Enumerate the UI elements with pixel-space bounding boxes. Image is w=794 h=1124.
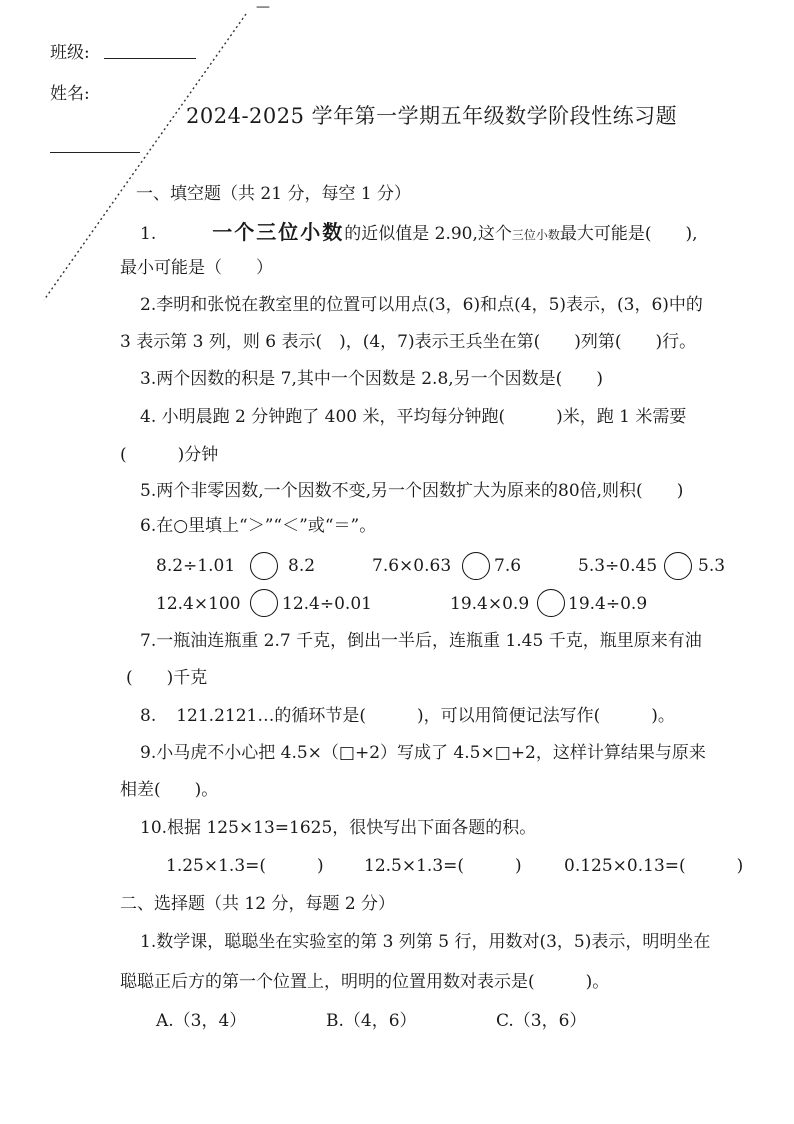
q6-item2-right: 7.6 bbox=[494, 556, 522, 576]
q10-item3: 0.125×0.13=( ) bbox=[564, 856, 744, 876]
q3-text: 3.两个因数的积是 7,其中一个因数是 2.8,另一个因数是( ) bbox=[140, 369, 603, 389]
s2-q1-line1: 1.数学课，聪聪坐在实验室的第 3 列第 5 行，用数对(3，5)表示，明明坐在 bbox=[140, 932, 711, 952]
section1-heading: 一、填空题（共 21 分，每空 1 分） bbox=[136, 184, 412, 204]
q6-item4-right: 12.4÷0.01 bbox=[282, 594, 372, 614]
q1-number: 1. bbox=[140, 224, 157, 244]
class-label: 班级: bbox=[50, 43, 90, 63]
s2-q1-option-a[interactable]: A.（3，4） bbox=[156, 1011, 247, 1031]
q1-line1 bbox=[140, 222, 698, 243]
q1-small-text: 三位小数 bbox=[511, 228, 560, 242]
q1-mid-text: 的近似值是 2.90,这个 bbox=[344, 224, 512, 244]
q6-item1-left: 8.2÷1.01 bbox=[156, 556, 236, 576]
page-title: 2024-2025 学年第一学期五年级数学阶段性练习题 bbox=[186, 104, 678, 128]
top-mark: — bbox=[256, 0, 270, 15]
q1-bold-text: 一个三位小数 bbox=[212, 220, 345, 244]
q6-item1-right: 8.2 bbox=[288, 556, 316, 576]
q6-item3-circle[interactable] bbox=[664, 552, 692, 580]
q10-stem: 10.根据 125×13=1625，很快写出下面各题的积。 bbox=[140, 818, 537, 838]
s2-q1-option-b[interactable]: B.（4，6） bbox=[326, 1011, 417, 1031]
q2-line2: 3 表示第 3 列，则 6 表示( )，(4，7)表示王兵坐在第( )列第( )行。 bbox=[120, 332, 697, 352]
q6-item5-right: 19.4÷0.9 bbox=[568, 594, 648, 614]
q2-line1: 2.李明和张悦在教室里的位置可以用点(3，6)和点(4，5)表示，(3，6)中的 bbox=[140, 295, 703, 315]
name-field[interactable] bbox=[50, 152, 140, 153]
q6-item2-left: 7.6×0.63 bbox=[372, 556, 452, 576]
q9-line1: 9.小马虎不小心把 4.5×（□+2）写成了 4.5×□+2，这样计算结果与原来 bbox=[140, 743, 706, 763]
q9-line2: 相差( )。 bbox=[120, 780, 219, 800]
q8-line bbox=[140, 708, 675, 725]
q10-item1: 1.25×1.3=( ) bbox=[166, 856, 324, 876]
s2-q1-option-c[interactable]: C.（3，6） bbox=[496, 1011, 587, 1031]
q4-line1: 4. 小明晨跑 2 分钟跑了 400 米，平均每分钟跑( )米，跑 1 米需要 bbox=[140, 407, 687, 427]
class-field[interactable] bbox=[104, 44, 196, 59]
q6-stem: 6.在○里填上“＞”“＜”或“＝”。 bbox=[140, 516, 377, 536]
q1-line2: 最小可能是（ ） bbox=[120, 258, 273, 278]
q5-text: 5.两个非零因数,一个因数不变,另一个因数扩大为原来的80倍,则积( ) bbox=[140, 481, 684, 501]
q8-text: 121.2121…的循环节是( )，可以用简便记法写作( )。 bbox=[176, 706, 675, 726]
q6-item5-left: 19.4×0.9 bbox=[450, 594, 530, 614]
q6-item4-circle[interactable] bbox=[250, 589, 278, 617]
q6-item2-circle[interactable] bbox=[462, 552, 490, 580]
q6-item3-right: 5.3 bbox=[698, 556, 726, 576]
q6-item5-circle[interactable] bbox=[537, 589, 565, 617]
q10-item2: 12.5×1.3=( ) bbox=[364, 856, 522, 876]
q6-item4-left: 12.4×100 bbox=[156, 594, 241, 614]
q7-line2: ( )千克 bbox=[126, 668, 208, 688]
q6-item3-left: 5.3÷0.45 bbox=[578, 556, 658, 576]
q7-line1: 7.一瓶油连瓶重 2.7 千克，倒出一半后，连瓶重 1.45 千克，瓶里原来有油 bbox=[140, 631, 702, 651]
section2-heading: 二、选择题（共 12 分，每题 2 分） bbox=[120, 894, 396, 914]
name-label: 姓名: bbox=[50, 84, 90, 104]
q1-tail-text: 最大可能是( ), bbox=[559, 224, 698, 244]
q8-number: 8. bbox=[140, 706, 157, 726]
q4-line2: ( )分钟 bbox=[120, 445, 219, 465]
s2-q1-line2: 聪聪正后方的第一个位置上，明明的位置用数对表示是( )。 bbox=[120, 972, 610, 992]
q6-item1-circle[interactable] bbox=[250, 552, 278, 580]
